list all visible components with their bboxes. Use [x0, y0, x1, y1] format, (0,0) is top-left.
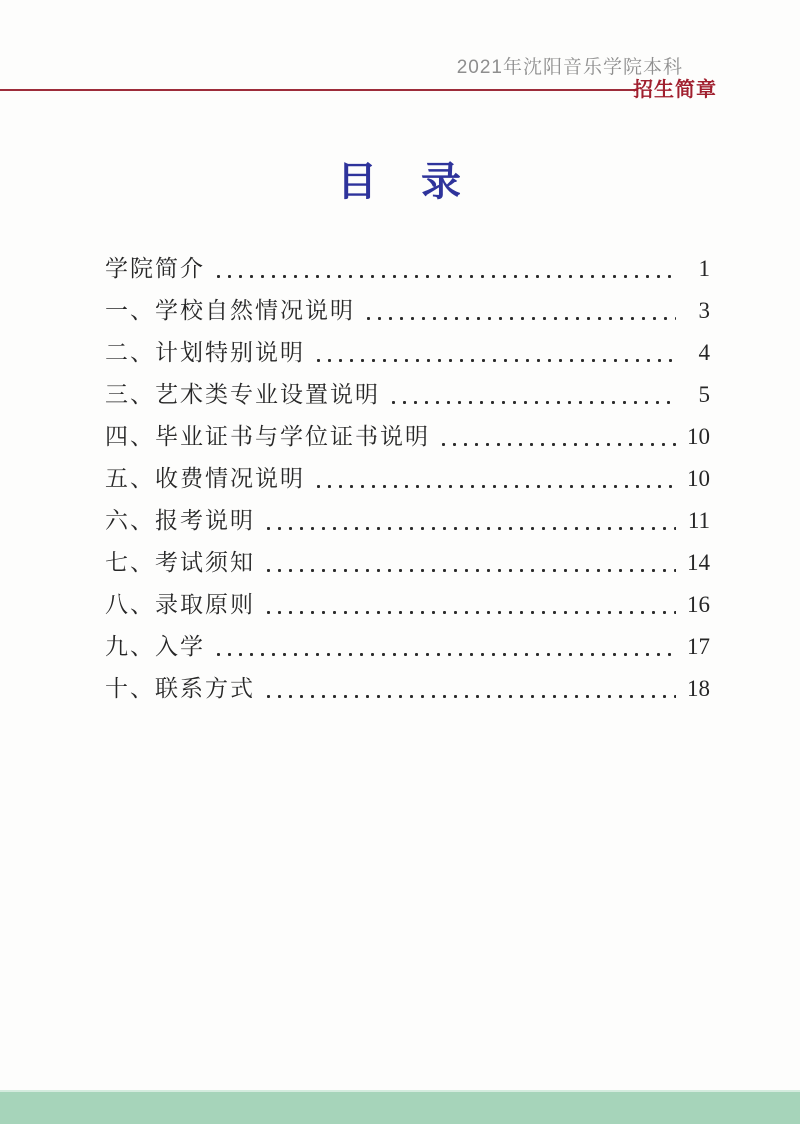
toc-entry[interactable]	[105, 248, 710, 290]
toc-entry[interactable]	[105, 668, 710, 710]
toc-entry-label: 四、毕业证书与学位证书说明	[105, 424, 430, 449]
toc-entry[interactable]	[105, 542, 710, 584]
toc-entry[interactable]	[105, 374, 710, 416]
toc-entry-label: 六、报考说明	[105, 508, 255, 533]
header-divider-line	[0, 89, 638, 91]
toc-entry-label: 一、学校自然情况说明	[105, 298, 355, 323]
toc-entry-page: 10	[687, 466, 710, 491]
toc-entry-page: 17	[687, 634, 710, 659]
toc-dot-leader	[313, 458, 676, 500]
toc-entry-page: 3	[698, 298, 710, 323]
toc-entry[interactable]	[105, 626, 710, 668]
toc-dot-leader	[313, 332, 676, 374]
toc-dot-leader	[263, 584, 676, 626]
toc-dot-leader	[388, 374, 676, 416]
toc-entry[interactable]	[105, 584, 710, 626]
toc-entry-label: 学院简介	[105, 256, 205, 281]
toc-entry[interactable]	[105, 332, 710, 374]
toc-entry[interactable]	[105, 458, 710, 500]
toc-dot-leader	[363, 290, 676, 332]
toc-entry[interactable]	[105, 290, 710, 332]
toc-entry[interactable]	[105, 416, 710, 458]
header-doc-title: 2021年沈阳音乐学院本科	[456, 57, 683, 78]
toc-dot-leader	[263, 500, 676, 542]
toc-entry-page: 1	[698, 256, 710, 281]
toc-entry-label: 七、考试须知	[105, 550, 255, 575]
toc-entry-label: 三、艺术类专业设置说明	[105, 382, 380, 407]
toc-dot-leader	[263, 542, 676, 584]
table-of-contents	[105, 248, 710, 710]
toc-dot-leader	[213, 248, 676, 290]
page-title: 目 录	[337, 159, 463, 204]
toc-dot-leader	[213, 626, 676, 668]
toc-entry-label: 八、录取原则	[105, 592, 255, 617]
toc-dot-leader	[438, 416, 676, 458]
toc-dot-leader	[263, 668, 676, 710]
header-badge: 招生简章	[633, 79, 717, 101]
toc-entry-label: 二、计划特别说明	[105, 340, 305, 365]
toc-entry-page: 10	[687, 424, 710, 449]
toc-entry-label: 九、入学	[105, 634, 205, 659]
toc-entry-page: 16	[687, 592, 710, 617]
toc-entry-label: 五、收费情况说明	[105, 466, 305, 491]
footer-band	[0, 1090, 800, 1124]
toc-entry-page: 14	[687, 550, 710, 575]
toc-entry-page: 4	[698, 340, 710, 365]
toc-entry-page: 18	[687, 676, 710, 701]
toc-entry-page: 5	[698, 382, 710, 407]
toc-entry[interactable]	[105, 500, 710, 542]
toc-entry-page: 11	[687, 508, 710, 533]
toc-entry-label: 十、联系方式	[105, 676, 255, 701]
